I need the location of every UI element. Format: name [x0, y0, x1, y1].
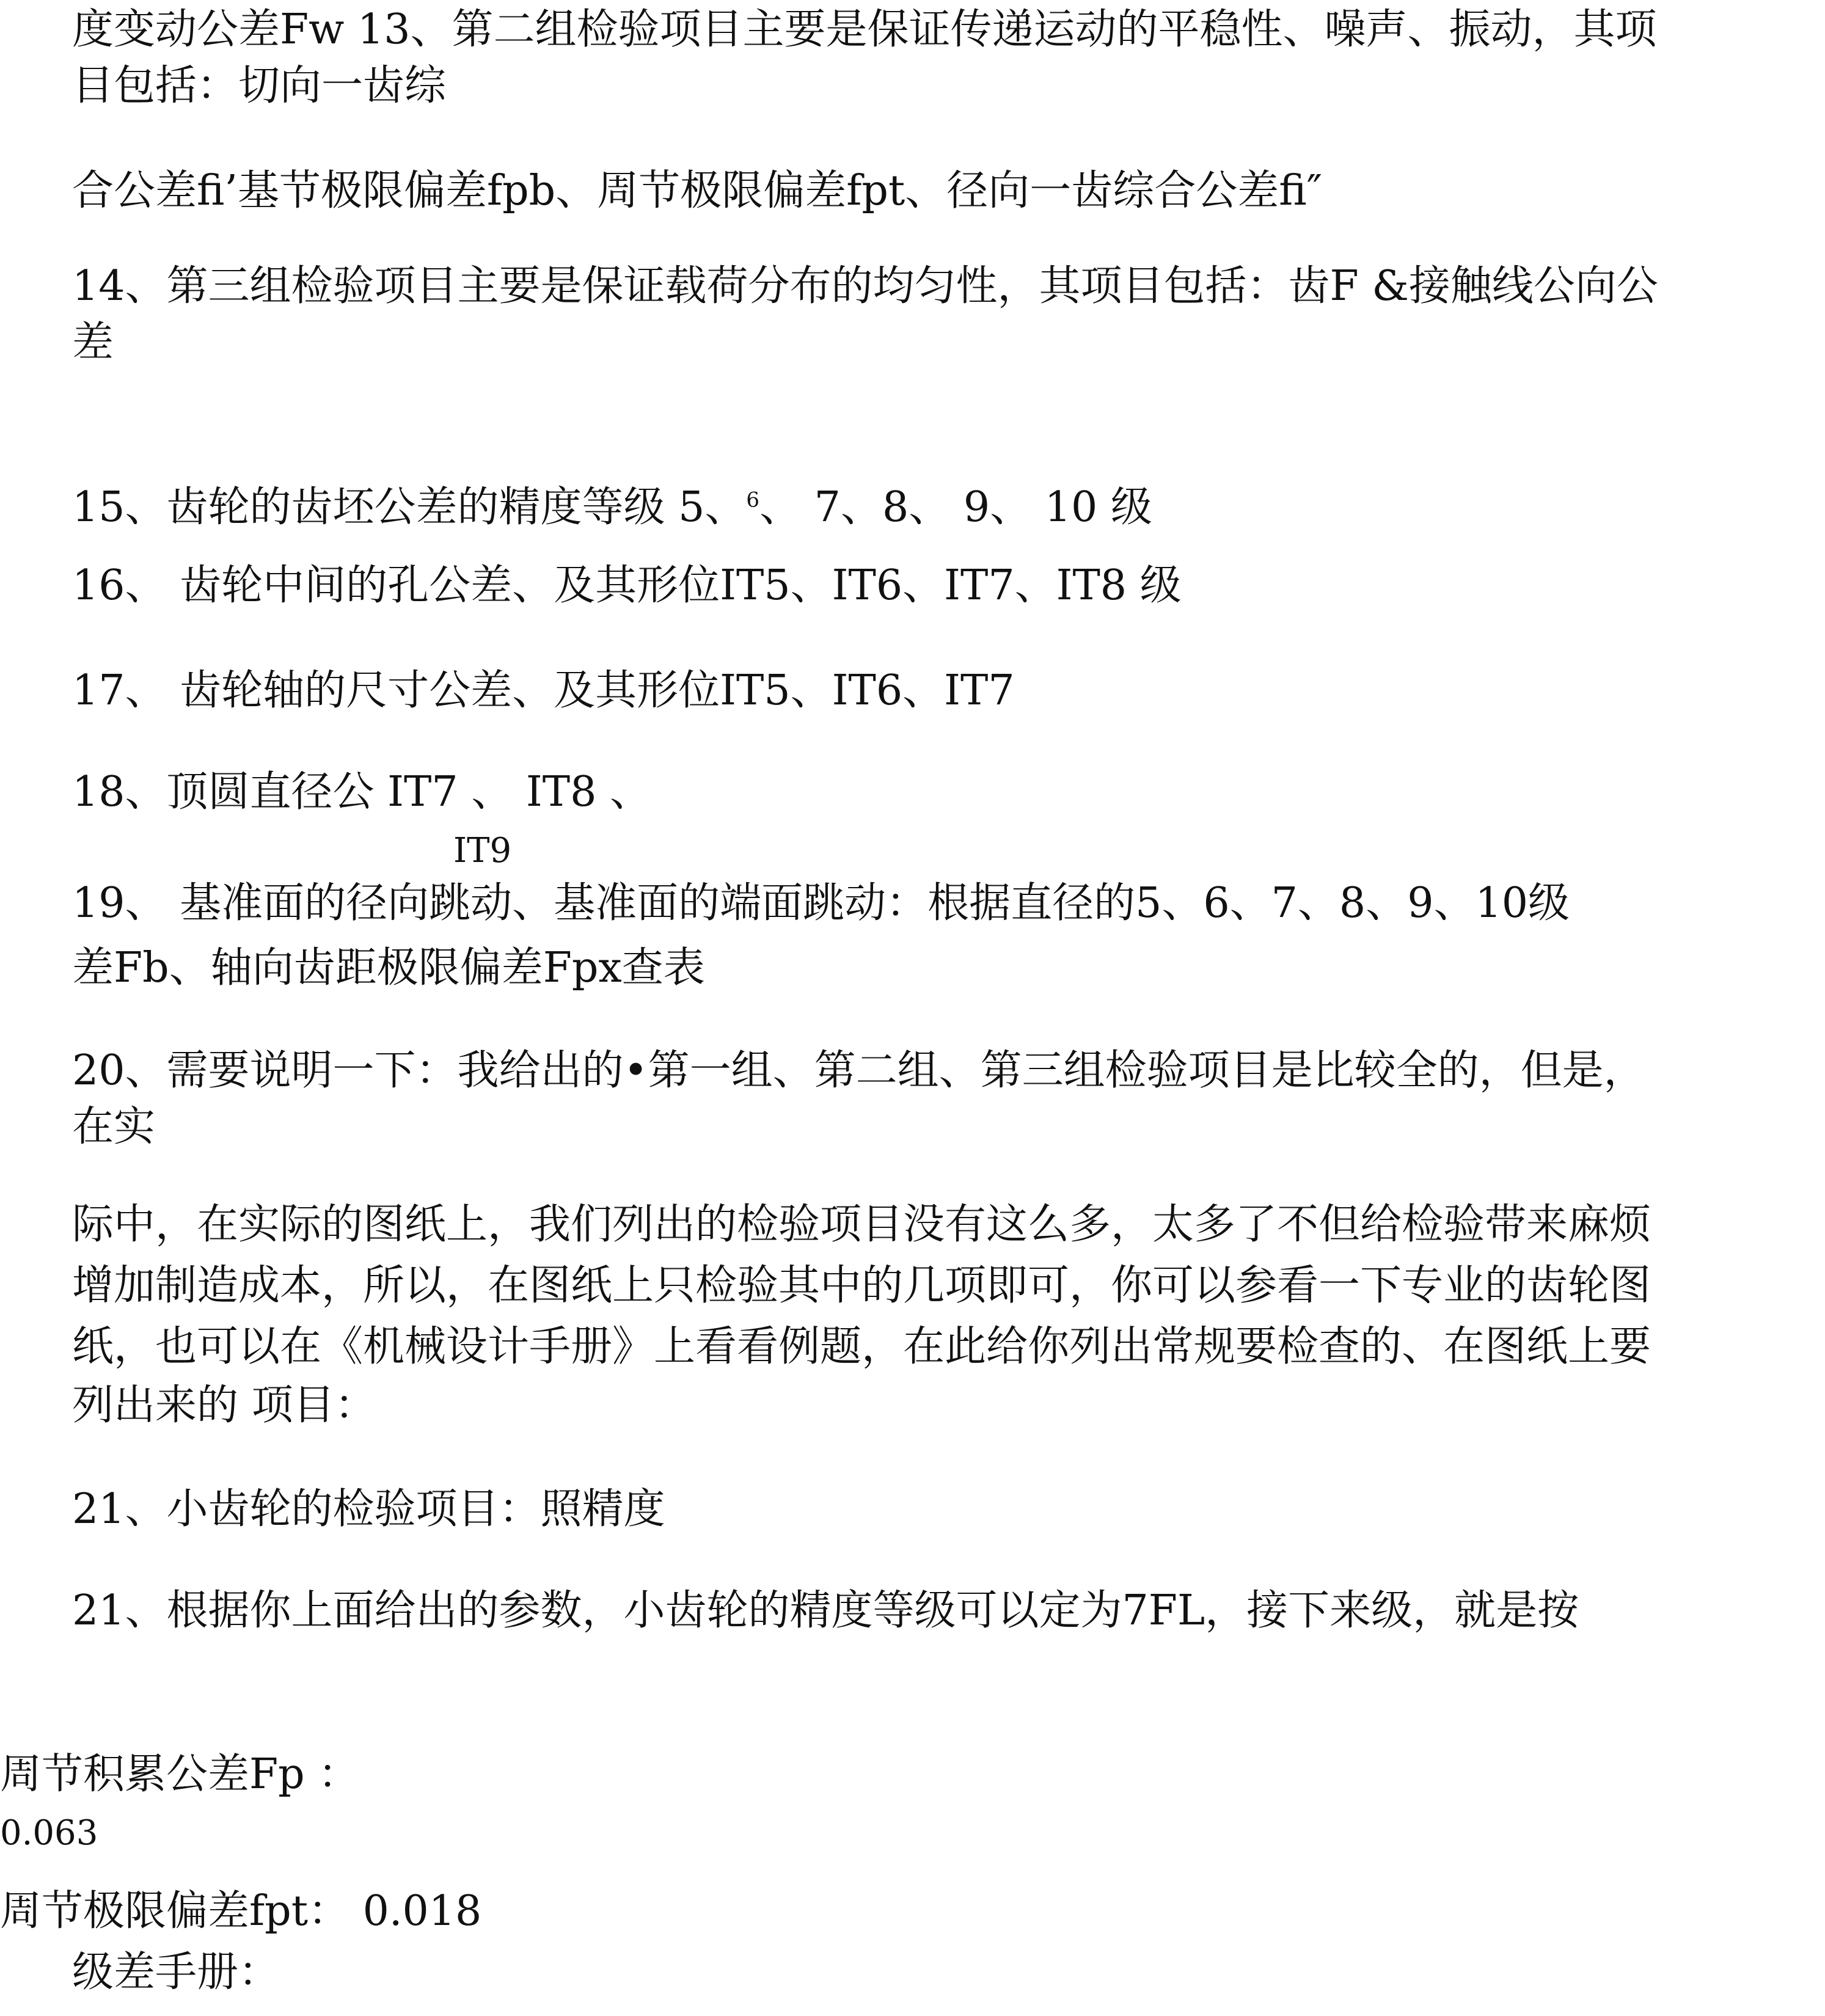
- text-line-18: 列出来的 项目：: [72, 1381, 376, 1430]
- text-line-21: 周节积累公差Fp ：: [0, 1750, 360, 1799]
- text-line-5: 差: [72, 318, 114, 367]
- text-line-9: 18、顶圆直径公 IT7 、 IT8 、: [72, 768, 651, 816]
- text-line-24: 级差手册：: [72, 1948, 280, 1996]
- text-line-19: 21、小齿轮的检验项目：照精度: [72, 1485, 665, 1533]
- text-line-17: 纸，也可以在《机械设计手册》上看看例题，在此给你列出常规要检查的、在图纸上要: [72, 1323, 1651, 1371]
- text-line-6-superscript: 6: [746, 488, 760, 513]
- text-line-4: 14、第三组检验项目主要是保证载荷分布的均匀性，其项目包括：齿F &接触线公向公: [72, 262, 1658, 310]
- text-line-13: 20、需要说明一下：我给出的•第一组、第二组、第三组检验项目是比较全的，但是，: [72, 1046, 1645, 1095]
- text-line-1: 度变动公差Fw 13、第二组检验项目主要是保证传递运动的平稳性、噪声、振动，其项: [72, 5, 1657, 54]
- text-line-7: 16、 齿轮中间的孔公差、及其形位IT5、IT6、IT7、IT8 级: [72, 561, 1182, 610]
- text-line-10: IT9: [453, 831, 512, 871]
- text-line-6-prefix: 15、齿轮的齿坯公差的精度等级 5、: [72, 483, 747, 531]
- text-line-12: 差Fb、轴向齿距极限偏差Fpx查表: [72, 944, 705, 992]
- text-line-20: 21、根据你上面给出的参数，小齿轮的精度等级可以定为7FL，接下来级，就是按: [72, 1587, 1579, 1635]
- text-line-6: [72, 480, 1152, 535]
- text-line-14: 在实: [72, 1103, 156, 1151]
- text-line-16: 增加制造成本，所以，在图纸上只检验其中的几项即可，你可以参看一下专业的齿轮图: [72, 1262, 1651, 1310]
- text-line-6-suffix: 、 7、8、 9、 10 级: [759, 483, 1152, 531]
- text-line-8: 17、 齿轮轴的尺寸公差、及其形位IT5、IT6、IT7: [72, 667, 1015, 715]
- text-line-22: 0.063: [0, 1813, 98, 1853]
- text-line-15: 际中，在实际的图纸上，我们列出的检验项目没有这么多，太多了不但给检验带来麻烦: [72, 1200, 1651, 1249]
- text-line-2: 目包括：切向一齿综: [72, 62, 447, 110]
- text-line-11: 19、 基准面的径向跳动、基准面的端面跳动：根据直径的5、6、7、8、9、10级: [72, 879, 1570, 927]
- text-line-23: 周节极限偏差fpt： 0.018: [0, 1887, 482, 1935]
- text-line-3: 合公差fi’基节极限偏差fpb、周节极限偏差fpt、径向一齿综合公差fi″: [72, 167, 1322, 215]
